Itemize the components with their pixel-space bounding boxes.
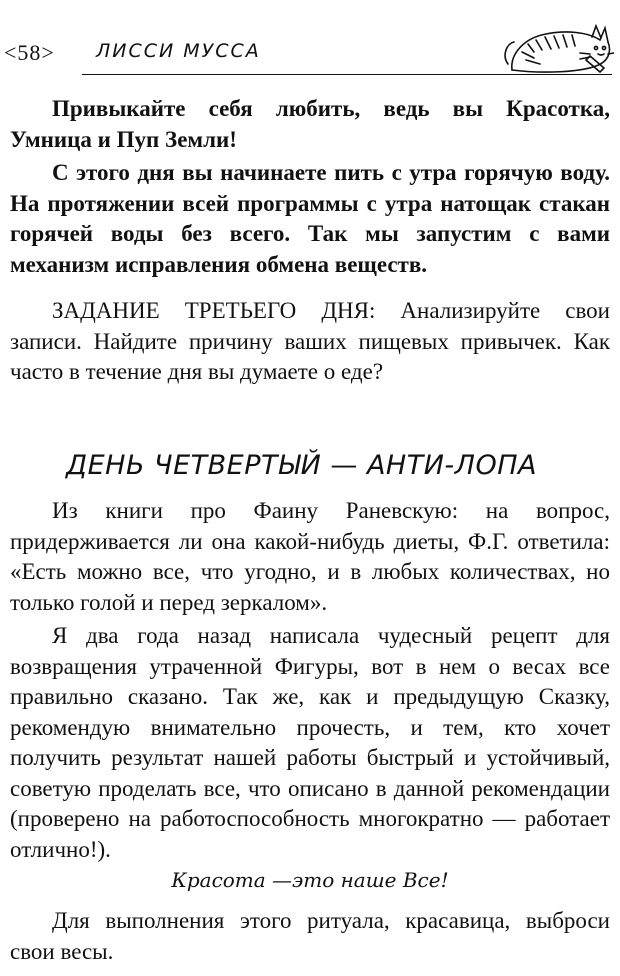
chapter-paragraph-1: Из книги про Фаину Раневскую: на вопрос, придерживается ли она какой-нибудь диеты, Ф.Г. ответила: «Есть можно все, что угодно, и в любых количествах, но только голой и перед зеркалом».	[10, 498, 610, 615]
task-section	[10, 296, 610, 388]
chapter-paragraph-2: Я два года назад написала чудесный рецепт для возвращения утраченной Фигуры, вот в нем о весах все правильно сказано. Так же, как и предыдущую Сказку, рекомендую внимательно прочесть, и тем, кто хочет получить результат нашей работы быстрый и устойчивый, советую проделать все, что описано в данной рекомендации (проверено на работоспособность многократно — работает отлично!).	[10, 623, 610, 862]
cat-illustration-icon	[504, 4, 614, 78]
intro-section	[10, 94, 610, 280]
chapter-body	[10, 496, 610, 865]
chapter-paragraph-3: Для выполнения этого ритуала, красавица, выброси свои весы.	[10, 908, 610, 964]
chapter-title: ДЕНЬ ЧЕТВЕРТЫЙ — АНТИ-ЛОПА	[66, 450, 537, 481]
author-name: ЛИССИ МУССА	[96, 40, 261, 62]
motto-line: Красота —это наше Все!	[171, 868, 449, 892]
page-header	[4, 34, 614, 76]
closing-section	[10, 906, 610, 967]
page-number: <58>	[4, 40, 55, 65]
intro-paragraph-1: Привыкайте себя любить, ведь вы Красотка, Умница и Пуп Земли!	[10, 96, 610, 152]
task-paragraph: ЗАДАНИЕ ТРЕТЬЕГО ДНЯ: Анализируйте свои записи. Найдите причину ваших пищевых привычек. Как часто в течение дня вы думаете о еде?	[10, 298, 610, 384]
intro-paragraph-2: С этого дня вы начинаете пить с утра горячую воду. На протяжении всей программы с утра натощак стакан горячей воды без всего. Так мы запустим с вами механизм исправления обмена веществ.	[10, 160, 610, 277]
